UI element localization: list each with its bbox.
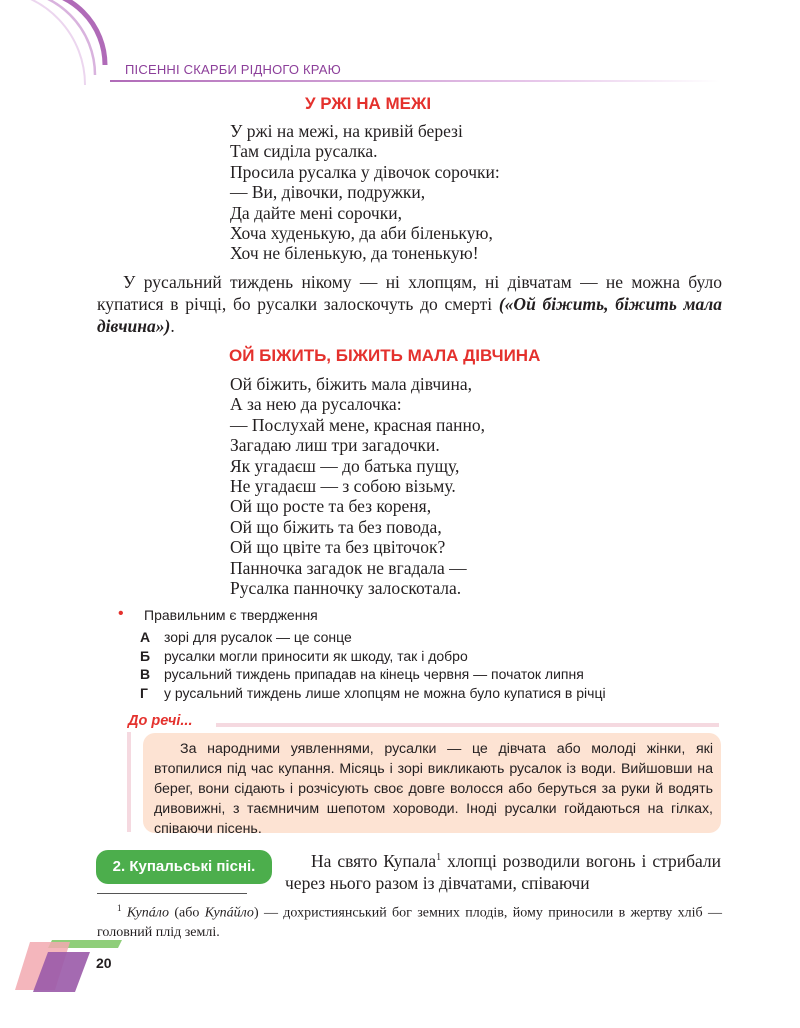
poem-title-1: У РЖІ НА МЕЖІ xyxy=(305,94,432,113)
option-letter: А xyxy=(140,629,151,645)
verse-line: У ржі на межі, на кривій березі xyxy=(230,121,463,141)
paragraph-rusalka-week xyxy=(97,271,722,337)
page-number: 20 xyxy=(96,955,112,971)
verse-line: Там сиділа русалка. xyxy=(230,141,378,162)
bullet-icon: • xyxy=(118,605,124,622)
option-letter: В xyxy=(140,666,151,682)
footnote xyxy=(97,899,722,942)
section-2-text-a: На свято Купала xyxy=(311,850,437,871)
task-prompt: Правильним є твердження xyxy=(144,607,318,623)
paragraph-text: У русальний тиждень нікому — ні хлопцям, ні дівчатам — не можна було купатися в річці, бо русалки залоскочуть до смерті xyxy=(97,272,722,314)
song-reference: («Ой біжить, біжить мала дівчина») xyxy=(97,294,723,336)
fact-label: До речі... xyxy=(128,713,193,729)
verse-line: Не угадаєш — з собою візьму. xyxy=(230,476,456,497)
verse-line: Хоча худенькую, да аби біленькую, xyxy=(230,223,493,244)
poem-1-verse xyxy=(230,121,500,264)
footnote-number: 1 xyxy=(117,903,122,913)
section-2-tag: 2. Купальські пісні. xyxy=(96,850,272,884)
poem-title-2: ОЙ БІЖИТЬ, БІЖИТЬ МАЛА ДІВЧИНА xyxy=(229,346,541,365)
verse-line: Хоч не біленькую, да тоненькую! xyxy=(230,243,479,264)
footnote-mark: 1 xyxy=(436,852,442,863)
header-decoration xyxy=(0,0,130,110)
verse-line: Ой що цвіте та без цвіточок? xyxy=(230,537,446,558)
fact-side-rule xyxy=(127,732,131,832)
verse-line: — Послухай мене, красная панно, xyxy=(230,414,486,435)
verse-line: Загадаю лиш три загадочки. xyxy=(230,435,440,456)
option-text: русалки могли приносити як шкоду, так і добро xyxy=(164,647,468,664)
verse-line: Ой біжить, біжить мала дівчина, xyxy=(230,374,472,394)
fact-rule xyxy=(216,723,719,727)
verse-line: Ой що біжить та без повода, xyxy=(230,516,442,537)
footnote-divider xyxy=(97,893,247,894)
verse-line: Ой що росте та без кореня, xyxy=(230,496,432,517)
verse-line: Да дайте мені сорочки, xyxy=(230,202,402,223)
section-title: ПІСЕННІ СКАРБИ РІДНОГО КРАЮ xyxy=(125,62,342,77)
verse-line: А за нею да русалочка: xyxy=(230,394,402,415)
paragraph-end: . xyxy=(170,316,175,336)
header-rule xyxy=(110,80,720,82)
section-2-text-b: хлопці розводили вогонь і стрибали через нього разом із дівчатами, співаючи xyxy=(285,850,721,893)
verse-line: — Ви, дівочки, подружки, xyxy=(230,182,426,203)
footnote-text: ) — дохристиянський бог земних плодів, йому приносили в жертву хліб — головний плід землі. xyxy=(97,905,722,940)
option-letter: Г xyxy=(140,684,148,701)
option-text: зорі для русалок — це сонце xyxy=(164,629,352,645)
verse-line: Русалка панночку залоскотала. xyxy=(230,578,462,599)
option-text: русальний тиждень припадав на кінець червня — початок липня xyxy=(164,666,584,682)
option-letter: Б xyxy=(140,647,151,664)
option-text: у русальний тиждень лише хлопцям не можна було купатися в річці xyxy=(164,684,606,701)
fact-box: За народними уявленнями, русалки — це дівчата або молоді жінки, які втопилися під час купання. Місяць і зорі викликають русалок із води. Вийшовши на берег, вони сідають і розчісують своє довге волосся або беруться за руки й водять дивовижні, з таємничим шепотом хороводи. Іноді русалки гойдаються на гілках, співаючи пісень. xyxy=(143,733,721,833)
footnote-paren: (або xyxy=(169,905,205,921)
section-2-text xyxy=(285,847,721,894)
poem-2-verse xyxy=(230,374,485,598)
verse-line: Панночка загадок не вгадала — xyxy=(230,557,467,578)
footnote-term: Купáло xyxy=(126,905,170,921)
footnote-alt-term: Купáйло xyxy=(204,905,254,921)
verse-line: Просила русалка у дівочок сорочки: xyxy=(230,161,500,182)
verse-line: Як угадаєш — до батька пущу, xyxy=(230,455,460,476)
